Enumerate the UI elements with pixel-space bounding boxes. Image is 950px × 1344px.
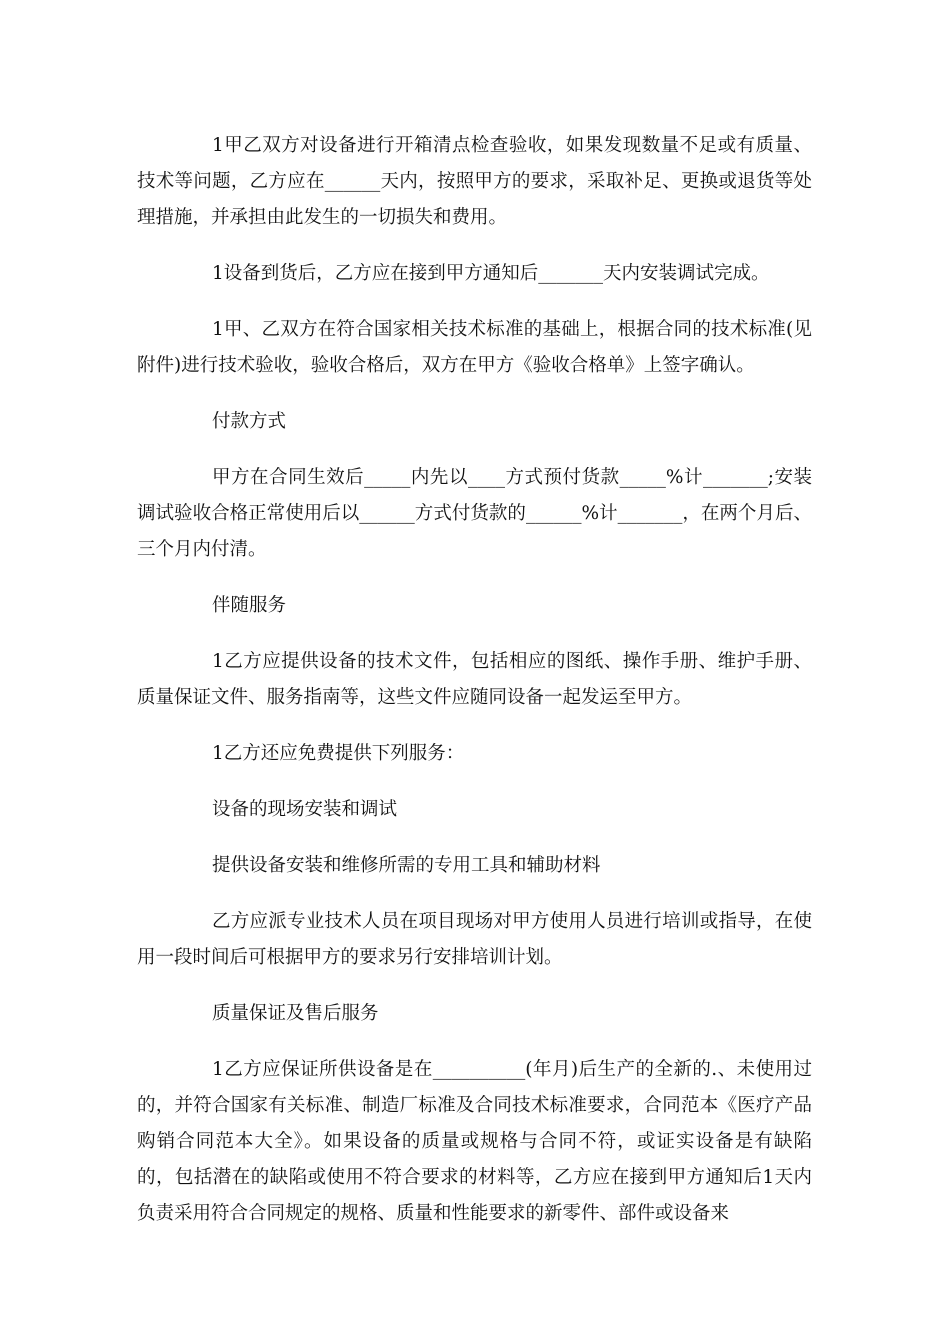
paragraph-installation: 1设备到货后，乙方应在接到甲方通知后_______天内安装调试完成。 xyxy=(212,263,770,284)
list-item-special-tools: 提供设备安装和维修所需的专用工具和辅助材料 xyxy=(212,855,601,876)
paragraph-payment-terms: 甲方在合同生效后_____内先以____方式预付货款_____%计_______;安装调试验收合格正常使用后以______方式付货款的______%计_______，在两个月后、三个月内付清。 xyxy=(137,467,812,560)
paragraph-training: 乙方应派专业技术人员在项目现场对甲方使用人员进行培训或指导，在使用一段时间后可根据甲方的要求另行安排培训计划。 xyxy=(137,911,812,968)
paragraph-inspection: 1甲乙双方对设备进行开箱清点检查验收，如果发现数量不足或有质量、技术等问题，乙方应在______天内，按照甲方的要求，采取补足、更换或退货等处理措施，并承担由此发生的一切损失和费用。 xyxy=(137,135,812,228)
paragraph-quality-guarantee: 1乙方应保证所供设备是在__________(年月)后生产的全新的.、未使用过的，并符合国家有关标准、制造厂标准及合同技术标准要求，合同范本《医疗产品购销合同范本大全》。如果设备的质量或规格与合同不符，或证实设备是有缺陷的，包括潜在的缺陷或使用不符合要求的材料等，乙方应在接到甲方通知后1天内负责采用符合合同规定的规格、质量和性能要求的新零件、部件或设备来 xyxy=(137,1059,812,1224)
paragraph-technical-documents: 1乙方应提供设备的技术文件，包括相应的图纸、操作手册、维护手册、质量保证文件、服务指南等，这些文件应随同设备一起发运至甲方。 xyxy=(137,651,812,708)
paragraph-free-services: 1乙方还应免费提供下列服务： xyxy=(212,743,465,764)
list-item-onsite-installation: 设备的现场安装和调试 xyxy=(212,799,398,820)
document-body xyxy=(137,128,812,1252)
heading-quality-after-sales: 质量保证及售后服务 xyxy=(212,1003,379,1024)
paragraph-acceptance: 1甲、乙双方在符合国家相关技术标准的基础上，根据合同的技术标准(见附件)进行技术验收，验收合格后，双方在甲方《验收合格单》上签字确认。 xyxy=(137,319,812,376)
heading-accompanying-services: 伴随服务 xyxy=(212,595,287,616)
heading-payment-method: 付款方式 xyxy=(212,411,287,432)
